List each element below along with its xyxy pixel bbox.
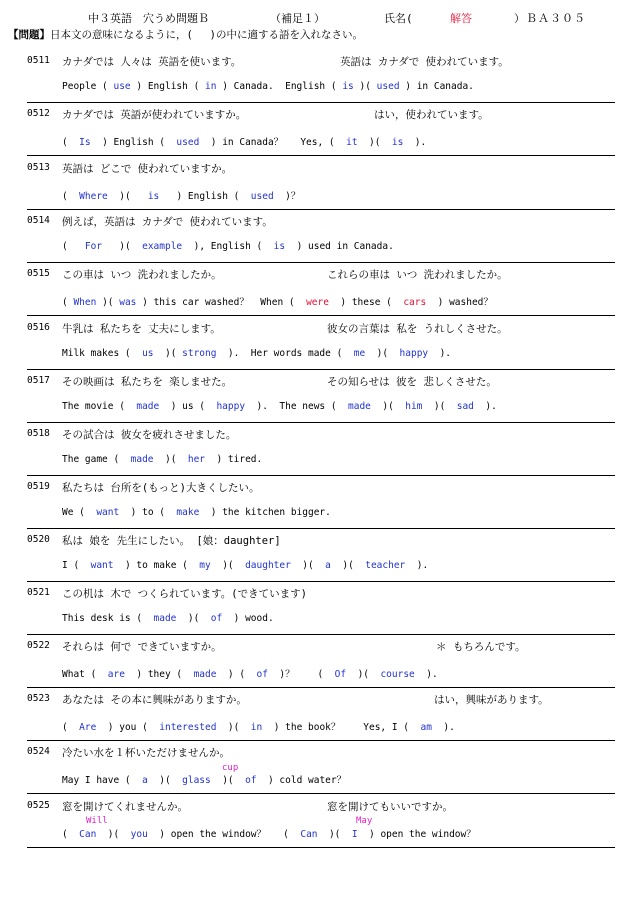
sentence-text: )( (317, 829, 352, 840)
sentence-text: ). (428, 348, 452, 359)
answer-word: I (351, 829, 358, 840)
sentence-text: ). Her words made ( (216, 348, 354, 359)
english-sentence (62, 241, 394, 252)
sentence-text: )( (102, 241, 143, 252)
row-divider (27, 262, 615, 263)
question-number: 0525 (27, 800, 50, 811)
sentence-text: ) us ( (159, 401, 217, 412)
answer-word: use (113, 81, 131, 92)
answer-word: are (107, 669, 125, 680)
answer-word: made (348, 401, 371, 412)
worksheet-title: 中３英語 穴うめ問題Ｂ (88, 12, 209, 25)
japanese-sentence-2: 窓を開けてもいいですか。 (327, 801, 453, 813)
english-sentence (62, 81, 474, 92)
sentence-text: ) cold water？ (256, 775, 347, 786)
sentence-text: )( (290, 560, 326, 571)
sentence-text: ) the kitchen bigger. (199, 507, 331, 518)
answer-word: happy (399, 348, 429, 359)
worksheet-code: ）ＢＡ３０５ (514, 12, 586, 25)
sentence-text: ) Canada. English ( (216, 81, 343, 92)
japanese-sentence: 牛乳は 私たちを 丈夫にします。 (62, 323, 221, 335)
sentence-text: ) in Canada. (399, 81, 474, 92)
sentence-text: ) this car washed？ When ( (136, 297, 307, 308)
japanese-sentence: 窓を開けてくれませんか。 (62, 801, 188, 813)
sentence-text: )( (210, 560, 246, 571)
row-divider (27, 315, 615, 316)
japanese-sentence-2: はい，興味があります。 (434, 694, 549, 706)
answer-word: my (199, 560, 211, 571)
sentence-text: ) ( (216, 669, 257, 680)
japanese-sentence: それらは 何で できていますか。 (62, 641, 222, 653)
answer-word: is (147, 191, 160, 202)
answer-word: When (73, 297, 97, 308)
question-number: 0512 (27, 108, 50, 119)
sentence-text: )( (210, 775, 246, 786)
english-sentence (62, 294, 493, 308)
question-number: 0517 (27, 375, 50, 386)
answer-word: teacher (365, 560, 406, 571)
answer-word: me (353, 348, 366, 359)
english-sentence (62, 454, 262, 465)
english-sentence (62, 666, 438, 680)
sentence-text: )( (153, 454, 188, 465)
question-number: 0521 (27, 587, 50, 598)
sentence-text: The movie ( (62, 401, 137, 412)
alternative-answer-hint: cup (222, 763, 239, 773)
japanese-sentence: その映画は 私たちを 楽しませた。 (62, 376, 233, 388)
sentence-text: )( (422, 401, 457, 412)
japanese-sentence-2: ＊ もちろんです。 (436, 641, 526, 653)
row-divider (27, 369, 615, 370)
sentence-text: )( (216, 722, 251, 733)
answer-word: made (130, 454, 154, 465)
japanese-sentence: カナダでは 人々は 英語を使います。 (62, 56, 242, 68)
answer-word: used (250, 191, 274, 202)
sentence-text: ). (473, 401, 497, 412)
sentence-text: ). (403, 137, 427, 148)
japanese-sentence: 私たちは 台所を(もっと)大きくしたい。 (62, 482, 260, 494)
answer-word: was (119, 297, 137, 308)
answer-word: Can (300, 829, 318, 840)
answer-word: For (84, 241, 103, 252)
japanese-sentence-2: その知らせは 彼を 悲しくさせた。 (327, 376, 497, 388)
question-number: 0513 (27, 162, 50, 173)
answer-word: her (187, 454, 206, 465)
answer-word: make (176, 507, 200, 518)
row-divider (27, 155, 615, 156)
sentence-text: )( (370, 401, 406, 412)
sentence-text: )？ ( (267, 669, 335, 680)
sentence-text: May I have ( (62, 775, 143, 786)
sentence-text: ( (62, 241, 85, 252)
sentence-text: ) the book？ Yes, I ( (262, 722, 421, 733)
sentence-text: ) English ( (90, 137, 177, 148)
sentence-text: ( (62, 829, 80, 840)
japanese-sentence-2: これらの車は いつ 洗われましたか。 (327, 269, 508, 281)
row-divider (27, 634, 615, 635)
answer-word: example (142, 241, 183, 252)
answer-word: in (205, 81, 217, 92)
answer-word: made (153, 613, 177, 624)
sentence-text: )( (153, 348, 183, 359)
instructions (8, 27, 363, 42)
row-divider (27, 475, 615, 476)
japanese-sentence: この机は 木で つくられています。(できています) (62, 588, 307, 600)
answer-word: us (142, 348, 154, 359)
answer-word: is (391, 137, 404, 148)
sentence-text: )( (147, 775, 183, 786)
sentence-text: ) wood. (222, 613, 274, 624)
question-number: 0514 (27, 215, 50, 226)
sentence-text: )？ (273, 191, 301, 202)
answer-word: a (142, 775, 148, 786)
answer-word: course (380, 669, 415, 680)
sentence-text: ). The news ( (245, 401, 349, 412)
answer-word: it (346, 137, 358, 148)
sentence-text: ) they ( (124, 669, 194, 680)
row-divider (27, 581, 615, 582)
answer-word: daughter (245, 560, 291, 571)
question-number: 0522 (27, 640, 50, 651)
japanese-sentence-2: 英語は カナダで 使われています。 (340, 56, 509, 68)
instructions-label: 【問題】 (8, 29, 50, 41)
english-sentence (62, 613, 274, 624)
sentence-text: )( (365, 348, 400, 359)
japanese-sentence: 英語は どこで 使われていますか。 (62, 163, 233, 175)
row-divider (27, 209, 615, 210)
english-sentence (62, 719, 455, 733)
japanese-sentence-2: 彼女の言葉は 私を うれしくさせた。 (327, 323, 508, 335)
answer-word: made (136, 401, 160, 412)
sentence-text: ). (405, 560, 429, 571)
answer-word: want (96, 507, 120, 518)
english-sentence (62, 826, 476, 840)
answer-word: a (325, 560, 331, 571)
question-number: 0515 (27, 268, 50, 279)
question-number: 0518 (27, 428, 50, 439)
answer-word: Can (79, 829, 97, 840)
instructions-text: 日本文の意味になるように，( )の中に適する語を入れなさい。 (50, 29, 363, 41)
answer-word: sad (456, 401, 474, 412)
question-number: 0519 (27, 481, 50, 492)
sentence-text: ) used in Canada. (285, 241, 394, 252)
answer-word: is (342, 81, 354, 92)
sentence-text: ) washed？ (426, 297, 493, 308)
answer-word: him (405, 401, 423, 412)
english-sentence (62, 188, 300, 202)
english-sentence (62, 401, 497, 412)
sentence-text: People ( (62, 81, 114, 92)
english-sentence (62, 348, 451, 359)
sentence-text: )( (107, 191, 148, 202)
worksheet-header (0, 10, 640, 28)
question-number: 0511 (27, 55, 50, 66)
answer-word: Of (334, 669, 347, 680)
japanese-sentence: カナダでは 英語が使われていますか。 (62, 109, 247, 121)
answer-word: made (193, 669, 217, 680)
japanese-sentence: 私は 娘を 先生にしたい。 [娘：daughter] (62, 535, 281, 547)
question-number: 0520 (27, 534, 50, 545)
answer-word: Where (79, 191, 108, 202)
sentence-text: ( (62, 297, 74, 308)
japanese-sentence: あなたは その本に興味がありますか。 (62, 694, 247, 706)
row-divider (27, 528, 615, 529)
answer-word: am (420, 722, 432, 733)
sentence-text: ), English ( (182, 241, 274, 252)
name-value: 解答 (450, 12, 472, 25)
answer-word: used (376, 81, 400, 92)
question-number: 0524 (27, 746, 50, 757)
japanese-sentence: 例えば，英語は カナダで 使われています。 (62, 216, 273, 228)
sentence-text: ) these ( (328, 297, 404, 308)
answer-word: Are (79, 722, 97, 733)
answer-word: strong (182, 348, 217, 359)
row-divider (27, 687, 615, 688)
name-label: 氏名( (384, 12, 413, 25)
sentence-text: ) English ( (159, 191, 251, 202)
answer-word: happy (216, 401, 246, 412)
sentence-text: The game ( (62, 454, 131, 465)
answer-word-red: were (306, 297, 329, 308)
answer-word: of (245, 775, 257, 786)
answer-word: in (250, 722, 263, 733)
row-divider (27, 102, 615, 103)
sentence-text: ) you ( (96, 722, 160, 733)
question-number: 0523 (27, 693, 50, 704)
answer-word: is (273, 241, 286, 252)
question-number: 0516 (27, 322, 50, 333)
sentence-text: ) tired. (205, 454, 263, 465)
english-sentence (62, 134, 426, 148)
answer-word: you (130, 829, 148, 840)
english-sentence (62, 560, 428, 571)
answer-word-red: cars (403, 297, 427, 308)
japanese-sentence: その試合は 彼女を疲れさせました。 (62, 429, 237, 441)
row-divider (27, 847, 615, 848)
row-divider (27, 740, 615, 741)
row-divider (27, 422, 615, 423)
alternative-answer-hint-2: May (356, 816, 373, 826)
sentence-text: )( (346, 669, 381, 680)
sentence-text: ). (431, 722, 455, 733)
sentence-text: )( (353, 81, 377, 92)
sentence-text: ) to make ( (113, 560, 200, 571)
sentence-text: ) to ( (119, 507, 177, 518)
japanese-sentence: 冷たい水を１杯いただけませんか。 (62, 747, 230, 759)
sentence-text: ( (62, 191, 80, 202)
english-sentence (62, 772, 346, 786)
sentence-text: We ( (62, 507, 97, 518)
sentence-text: )( (176, 613, 211, 624)
sentence-text: Milk makes ( (62, 348, 143, 359)
sentence-text: ) in Canada？ Yes, ( (199, 137, 347, 148)
answer-word: glass (182, 775, 211, 786)
sentence-text: )( (96, 829, 131, 840)
sentence-text: ). (414, 669, 438, 680)
sentence-text: ) open the window？ ( (147, 829, 301, 840)
sentence-text: )( (96, 297, 120, 308)
row-divider (27, 793, 615, 794)
answer-word: of (210, 613, 223, 624)
sentence-text: What ( (62, 669, 108, 680)
answer-word: want (90, 560, 114, 571)
worksheet-subtitle: （補足１） (270, 12, 325, 25)
sentence-text: ( (62, 722, 80, 733)
sentence-text: This desk is ( (62, 613, 154, 624)
answer-word: of (256, 669, 268, 680)
sentence-text: ) English ( (130, 81, 206, 92)
sentence-text: ) open the window？ (357, 829, 476, 840)
sentence-text: I ( (62, 560, 91, 571)
japanese-sentence-2: はい，使われています。 (374, 109, 489, 121)
english-sentence (62, 507, 331, 518)
sentence-text: )( (357, 137, 392, 148)
answer-word: interested (159, 722, 217, 733)
answer-word: Is (79, 137, 91, 148)
sentence-text: ( (62, 137, 80, 148)
alternative-answer-hint: Will (86, 816, 108, 826)
answer-word: used (176, 137, 200, 148)
japanese-sentence: この車は いつ 洗われましたか。 (62, 269, 222, 281)
sentence-text: )( (330, 560, 366, 571)
